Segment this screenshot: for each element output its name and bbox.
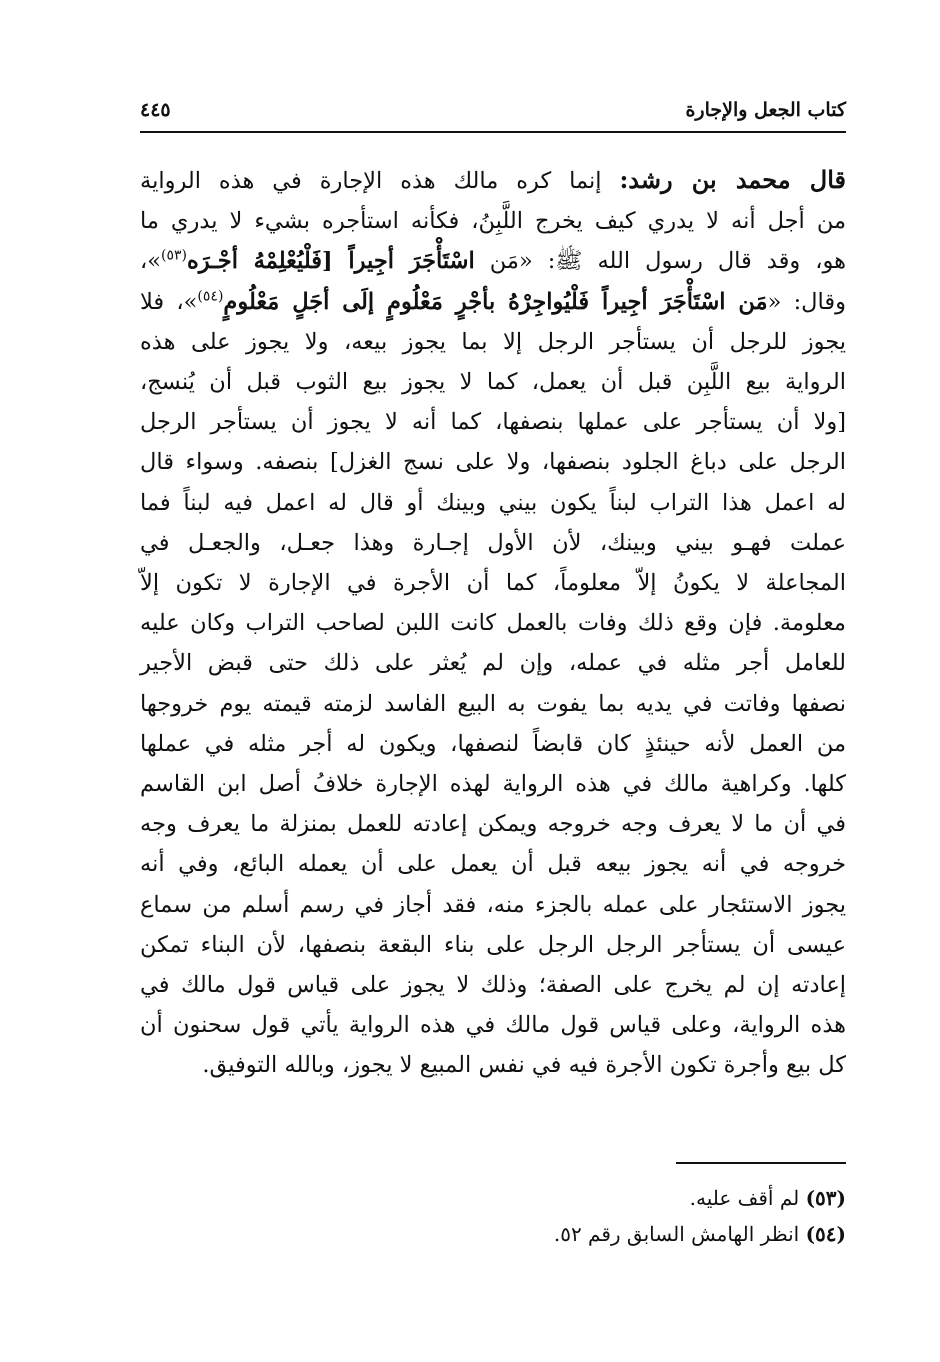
- text-line: خروجه في أنه يجوز بيعه قبل أن يعمل على أن يعمله البائع، وفي أنه: [140, 851, 846, 878]
- footnotes: [140, 1180, 846, 1252]
- line-text: وقال: «: [767, 288, 846, 315]
- text-line: [140, 282, 846, 322]
- line-text: »، فلا: [140, 288, 198, 315]
- hadith-quote: اسْتَأْجَرَ أجِيراً [فَلْيُعْلِمْهُ أجْـرَه: [187, 248, 475, 275]
- text-line: الرواية بيع اللَّبِن قبل أن يعمل، كما لا يجوز بيع الثوب قبل أن يُنسج،: [140, 369, 846, 396]
- page-header: [140, 95, 846, 133]
- text-line: [ولا أن يستأجر على عملها بنصفها، كما أنه لا يجوز أن يستأجر الرجل: [140, 409, 846, 436]
- text-line: يجوز الاستئجار على عمله بالجزء منه، فقد أجاز في رسم أسلم من سماع: [140, 891, 846, 918]
- text-line: هذه الرواية، وعلى قياس قول مالك في هذه الرواية يأتي قول سحنون أن: [140, 1012, 846, 1039]
- text-line: معلومة. فإن وقع ذلك وفات بالعمل كانت اللبن لصاحب التراب وكان عليه: [140, 610, 846, 637]
- footnote: [140, 1216, 846, 1252]
- footnote-divider: [676, 1162, 846, 1164]
- footnote-ref[interactable]: (٥٣): [161, 247, 188, 264]
- footnote-number: (٥٣): [805, 1186, 846, 1210]
- text-line: إعادته إن لم يخرج على الصفة؛ وذلك لا يجوز على قياس قول مالك في: [140, 972, 846, 999]
- text-line: من العمل لأنه حينئذٍ كان قابضاً لنصفها، ويكون له أجر مثله في عملها: [140, 730, 846, 757]
- text-line: في أن ما لا يعرف وجه خروجه ويمكن إعادته للعمل بمنزلة ما يعرف وجه: [140, 811, 846, 838]
- text-line: عيسى أن يستأجر الرجل الرجل على بناء البقعة بنصفها، لأن البناء تمكن: [140, 931, 846, 958]
- text-line: عملت فهـو بيني وبينك، لأن الأول إجـارة وهذا جعـل، والجعـل في: [140, 529, 846, 556]
- footnote: [140, 1180, 846, 1216]
- footnote-number: (٥٤): [805, 1222, 846, 1246]
- text-line: للعامل أجر مثله في عمله، وإن لم يُعثر على ذلك حتى قبض الأجير: [140, 650, 846, 677]
- text-line: المجاعلة لا يكونُ إلاّ معلوماً، كما أن الأجرة في الإجارة لا تكون إلاّ: [140, 570, 846, 597]
- line-text: »،: [140, 248, 162, 275]
- line-text: إنما كره مالك هذه الإجارة في هذه الرواية: [140, 168, 602, 194]
- page-number: ٤٤٥: [140, 99, 171, 121]
- text-line: كل بيع وأجرة تكون الأجرة فيه في نفس المبيع لا يجوز، وبالله التوفيق.: [202, 1052, 846, 1079]
- speaker-name: قال محمد بن رشد:: [619, 165, 847, 194]
- footnote-text: لم أقف عليه.: [689, 1186, 800, 1210]
- line-text: هو، وقد قال رسول الله ﷺ: «مَن: [474, 248, 846, 275]
- main-text: [140, 160, 846, 1086]
- text-line: نصفها وفاتت في يديه بما يفوت به البيع الفاسد لزمته قيمته يوم خروجها: [140, 690, 846, 717]
- running-title: كتاب الجعل والإجارة: [685, 99, 846, 121]
- text-line: الرجل على دباغ الجلود بنصفها، ولا على نسج الغزل] بنصفه. وسواء قال: [140, 449, 846, 476]
- text-line: من أجل أنه لا يدري كيف يخرج اللَّبِنُ، فكأنه استأجره بشيء لا يدري ما: [140, 208, 846, 235]
- hadith-quote: مَن اسْتَأْجَرَ أجِيراً فَلْيُواجِرْهُ بأجْرٍ مَعْلُومٍ إلَى أجَلٍ مَعْلُومٍ: [223, 288, 768, 315]
- text-line: [140, 241, 846, 281]
- footnote-ref[interactable]: (٥٤): [197, 288, 224, 305]
- footnote-text: انظر الهامش السابق رقم ٥٢.: [553, 1222, 800, 1246]
- text-line: [140, 160, 846, 201]
- text-line: يجوز للرجل أن يستأجر الرجل إلا بما يجوز بيعه، ولا يجوز على هذه: [140, 328, 846, 355]
- text-line: كلها. وكراهية مالك في هذه الرواية لهذه الإجارة خلافُ أصل ابن القاسم: [140, 771, 846, 798]
- text-line: له اعمل هذا التراب لبناً يكون بيني وبينك أو قال له اعمل فيه لبناً فما: [140, 489, 846, 516]
